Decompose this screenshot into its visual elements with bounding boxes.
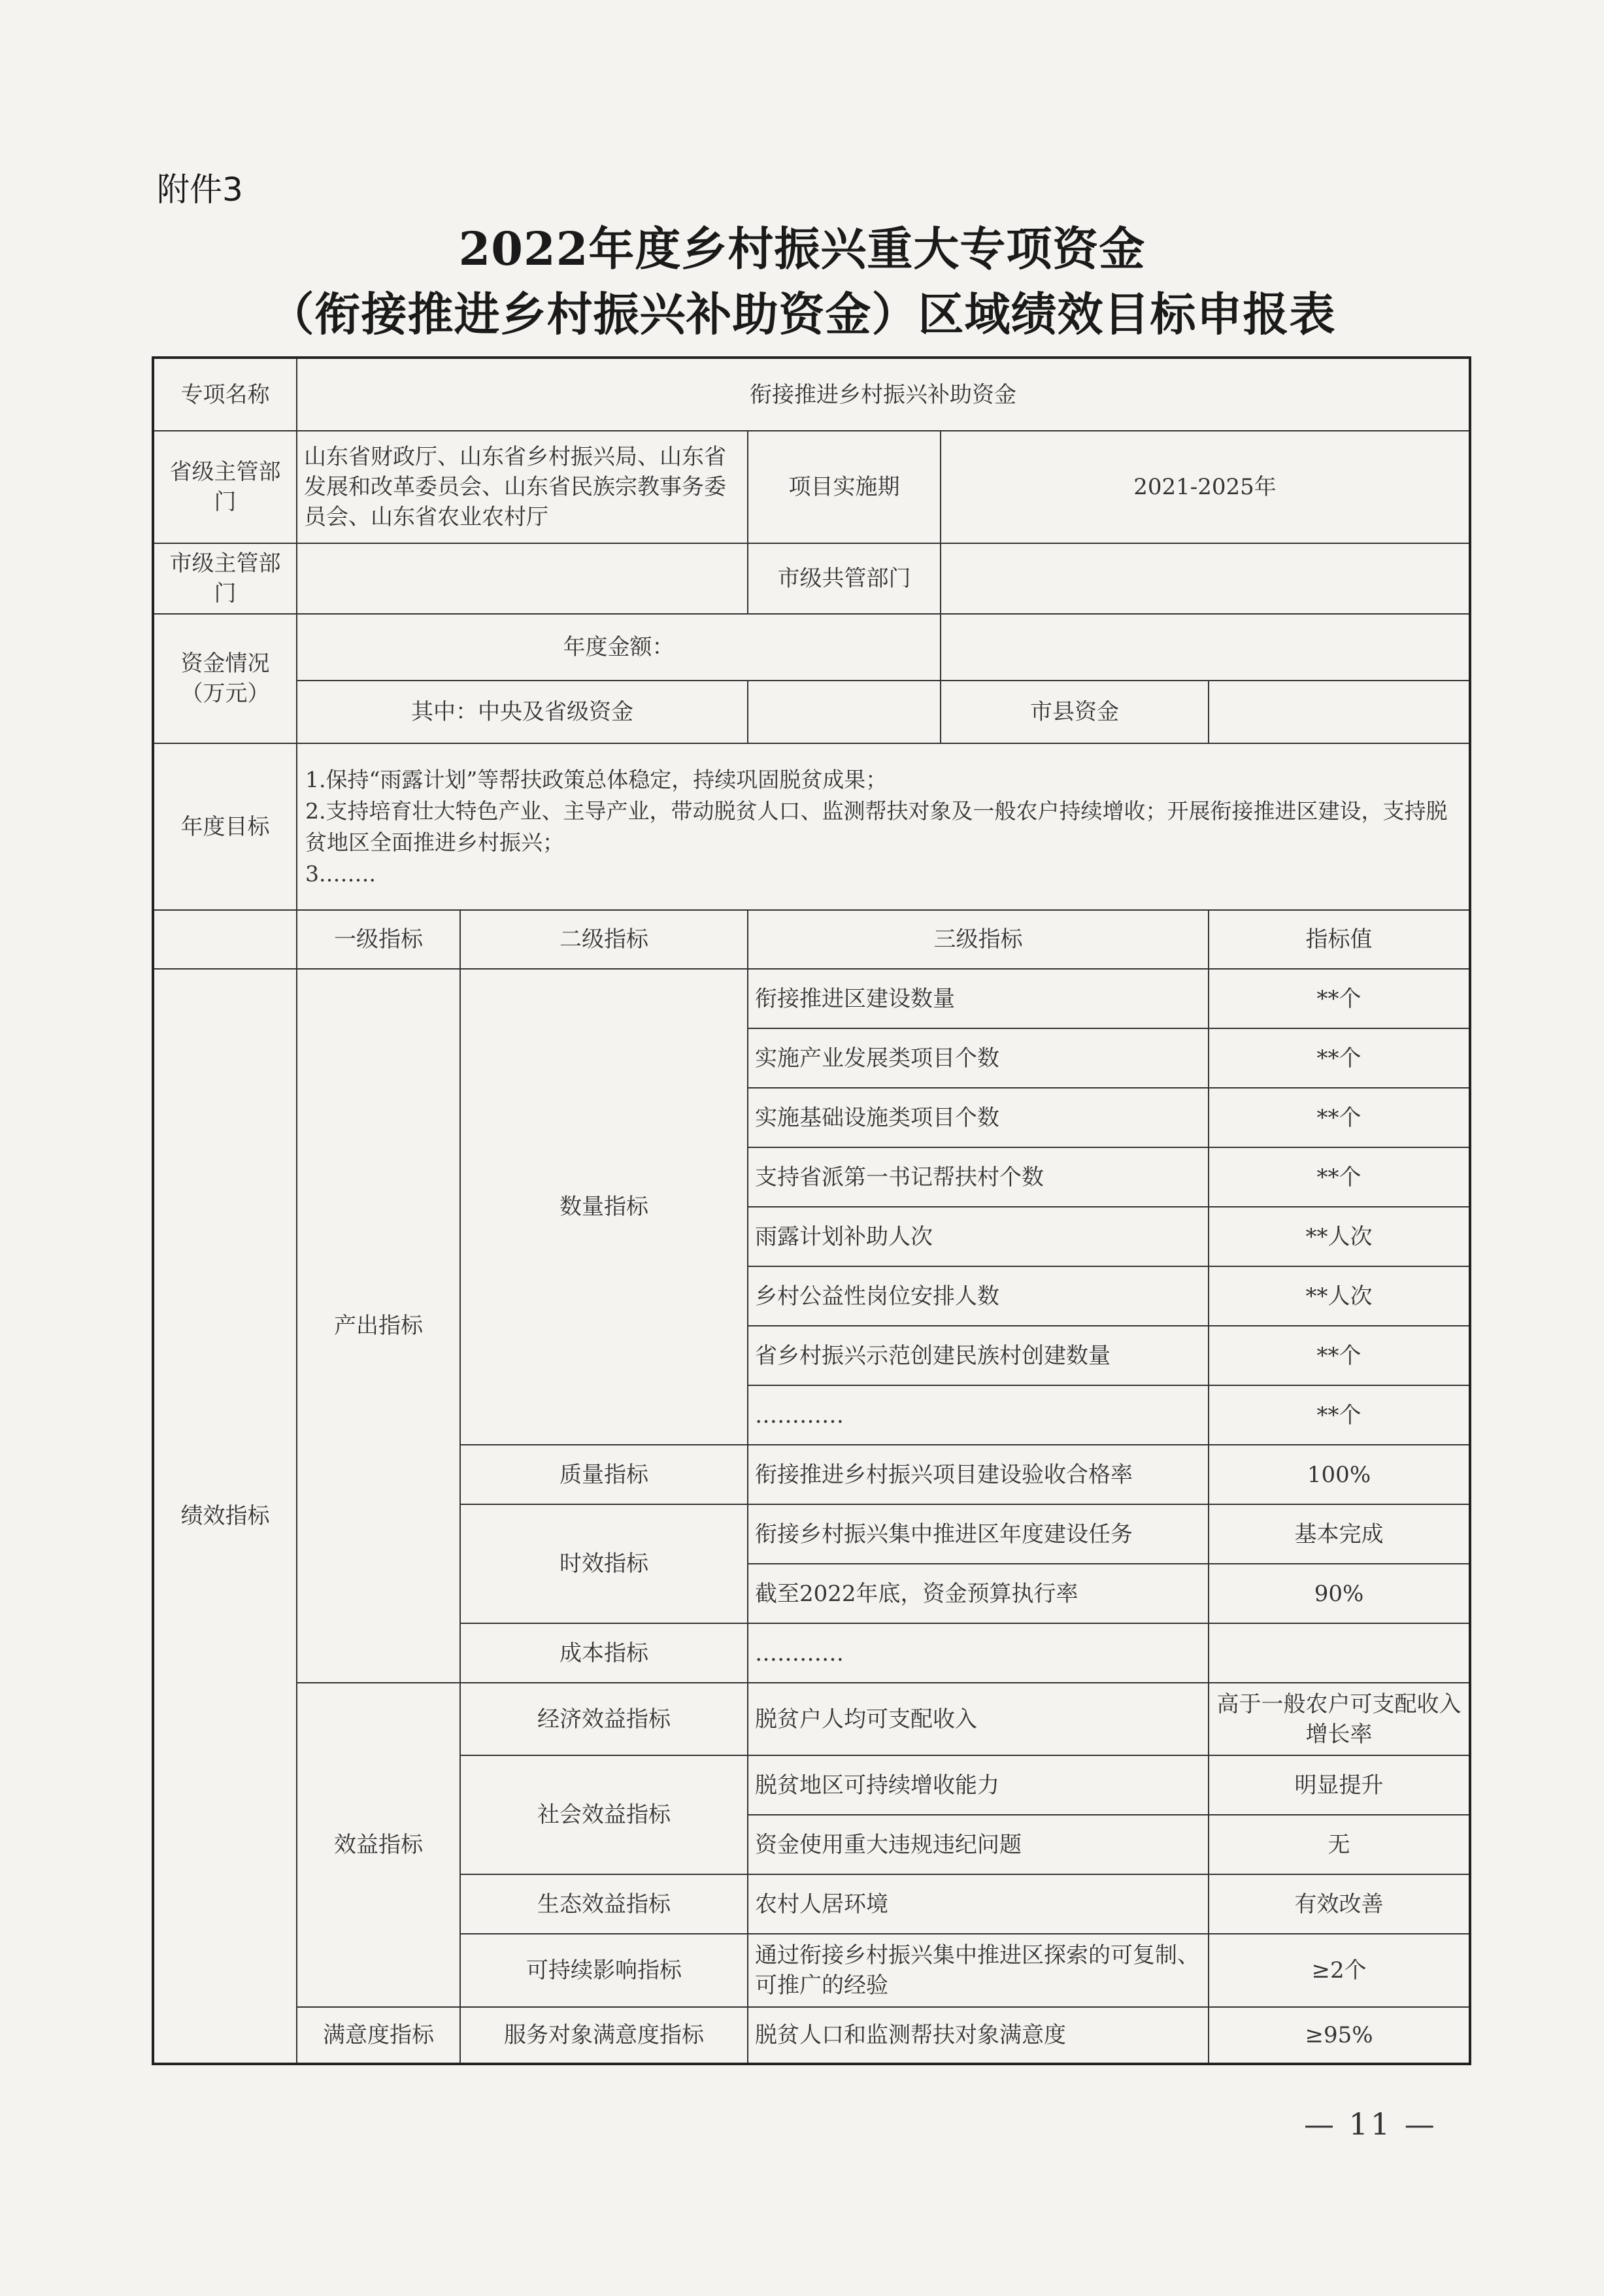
ecological-subgroup: 生态效益指标 — [460, 1874, 748, 1934]
annual-amount-label: 年度金额： — [297, 614, 941, 681]
indicator-name: 通过衔接乡村振兴集中推进区探索的可复制、可推广的经验 — [748, 1934, 1209, 2007]
cost-subgroup: 成本指标 — [460, 1623, 748, 1683]
header-blank — [153, 910, 297, 969]
indicator-value: 基本完成 — [1209, 1504, 1470, 1564]
indicator-name: 省乡村振兴示范创建民族村创建数量 — [748, 1326, 1209, 1385]
header-level1: 一级指标 — [297, 910, 460, 969]
indicator-value — [1209, 1623, 1470, 1683]
performance-target-form — [152, 356, 1471, 2065]
annual-goals — [297, 743, 1470, 910]
indicator-value: 有效改善 — [1209, 1874, 1470, 1934]
quantity-subgroup: 数量指标 — [460, 969, 748, 1445]
goal-item: 3.……. — [305, 860, 376, 886]
form-title-line1: 2022年度乡村振兴重大专项资金 — [458, 222, 1146, 276]
indicator-value: **个 — [1209, 1088, 1470, 1147]
central-funds-label: 其中：中央及省级资金 — [297, 681, 748, 743]
satisfaction-group: 满意度指标 — [297, 2007, 460, 2064]
city-county-funds-label: 市县资金 — [941, 681, 1209, 743]
indicator-value: 90% — [1209, 1564, 1470, 1623]
attachment-label: 附件3 — [157, 171, 243, 209]
indicator-value: **个 — [1209, 1028, 1470, 1088]
prov-dept-value: 山东省财政厅、山东省乡村振兴局、山东省发展和改革委员会、山东省民族宗教事务委员会、山东省农业农村厅 — [297, 431, 748, 543]
central-funds-value — [748, 681, 941, 743]
indicator-value: **人次 — [1209, 1266, 1470, 1326]
indicator-name: 脱贫户人均可支配收入 — [748, 1683, 1209, 1755]
indicator-name: 衔接推进乡村振兴项目建设验收合格率 — [748, 1445, 1209, 1504]
header-level2: 二级指标 — [460, 910, 748, 969]
economic-subgroup: 经济效益指标 — [460, 1683, 748, 1755]
indicator-name: 资金使用重大违规违纪问题 — [748, 1815, 1209, 1874]
city-co-label: 市级共管部门 — [748, 543, 941, 614]
annual-goals-label: 年度目标 — [153, 743, 297, 910]
service-subgroup: 服务对象满意度指标 — [460, 2007, 748, 2064]
indicator-name: 衔接推进区建设数量 — [748, 969, 1209, 1028]
indicator-name: 截至2022年底，资金预算执行率 — [748, 1564, 1209, 1623]
indicator-name: ………… — [748, 1385, 1209, 1445]
sustainable-subgroup: 可持续影响指标 — [460, 1934, 748, 2007]
indicator-name: 实施产业发展类项目个数 — [748, 1028, 1209, 1088]
city-co-value — [941, 543, 1470, 614]
indicator-value: **个 — [1209, 1326, 1470, 1385]
city-dept-value — [297, 543, 748, 614]
indicator-name: 衔接乡村振兴集中推进区年度建设任务 — [748, 1504, 1209, 1564]
page-number: — 11 — — [1304, 2106, 1437, 2142]
city-dept-label: 市级主管部门 — [153, 543, 297, 614]
fund-name-value: 衔接推进乡村振兴补助资金 — [297, 358, 1470, 431]
indicator-name: ………… — [748, 1623, 1209, 1683]
indicator-name: 脱贫地区可持续增收能力 — [748, 1755, 1209, 1815]
indicator-value: ≥95% — [1209, 2007, 1470, 2064]
benefit-group: 效益指标 — [297, 1683, 460, 2007]
perf-indicators-label: 绩效指标 — [153, 969, 297, 2064]
header-value: 指标值 — [1209, 910, 1470, 969]
indicator-value: **个 — [1209, 1147, 1470, 1207]
quality-subgroup: 质量指标 — [460, 1445, 748, 1504]
period-value: 2021-2025年 — [941, 431, 1470, 543]
indicator-value: ≥2个 — [1209, 1934, 1470, 2007]
indicator-value: 明显提升 — [1209, 1755, 1470, 1815]
output-group: 产出指标 — [297, 969, 460, 1683]
indicator-name: 雨露计划补助人次 — [748, 1207, 1209, 1266]
prov-dept-label: 省级主管部门 — [153, 431, 297, 543]
timeliness-subgroup: 时效指标 — [460, 1504, 748, 1623]
header-level3: 三级指标 — [748, 910, 1209, 969]
indicator-value: 无 — [1209, 1815, 1470, 1874]
indicator-name: 脱贫人口和监测帮扶对象满意度 — [748, 2007, 1209, 2064]
period-label: 项目实施期 — [748, 431, 941, 543]
form-title-line2: （衔接推进乡村振兴补助资金）区域绩效目标申报表 — [268, 287, 1336, 341]
indicator-name: 乡村公益性岗位安排人数 — [748, 1266, 1209, 1326]
goal-item: 1.保持“雨露计划”等帮扶政策总体稳定，持续巩固脱贫成果； — [305, 766, 888, 792]
indicator-value: 100% — [1209, 1445, 1470, 1504]
fund-name-label: 专项名称 — [153, 358, 297, 431]
goal-item: 2.支持培育壮大特色产业、主导产业，带动脱贫人口、监测帮扶对象及一般农户持续增收；开展衔接推进区建设，支持脱贫地区全面推进乡村振兴； — [305, 798, 1448, 855]
funds-label: 资金情况（万元） — [153, 614, 297, 743]
indicator-name: 农村人居环境 — [748, 1874, 1209, 1934]
social-subgroup: 社会效益指标 — [460, 1755, 748, 1874]
city-county-funds-value — [1209, 681, 1470, 743]
indicator-value: **人次 — [1209, 1207, 1470, 1266]
indicator-value: **个 — [1209, 969, 1470, 1028]
indicator-value: **个 — [1209, 1385, 1470, 1445]
indicator-name: 支持省派第一书记帮扶村个数 — [748, 1147, 1209, 1207]
indicator-name: 实施基础设施类项目个数 — [748, 1088, 1209, 1147]
indicator-value: 高于一般农户可支配收入增长率 — [1209, 1683, 1470, 1755]
annual-amount-value — [941, 614, 1470, 681]
